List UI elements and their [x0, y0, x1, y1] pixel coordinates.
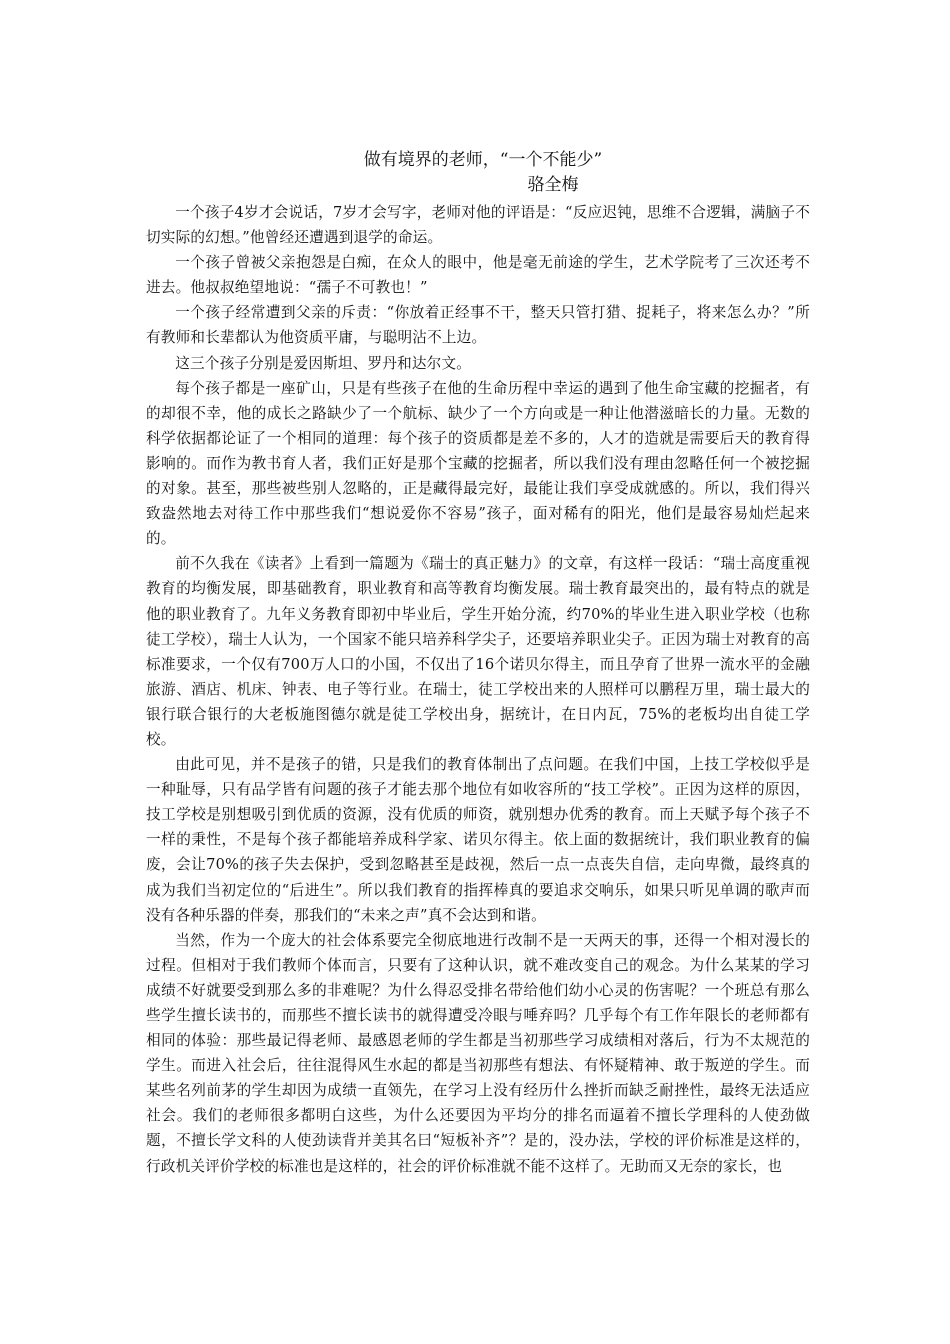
paragraph-4: 这三个孩子分别是爱因斯坦、罗丹和达尔文。: [175, 354, 472, 372]
paragraph-3: 一个孩子经常遭到父亲的斥责：“你放着正经事不干，整天只管打猎、捉耗子，将来怎么办？”所有教师和长辈都认为他资质平庸，与聪明沾不上边。: [146, 304, 810, 347]
paragraph-8: 当然，作为一个庞大的社会体系要完全彻底地进行改制不是一天两天的事，还得一个相对漫长的过程。但相对于我们教师个体而言，只要有了这种认识，就不难改变自己的观念。为什么某某的学习成绩不好就要受到那么多的非难呢？为什么得忍受排名带给他们幼小心灵的伤害呢？一个班总有那么些学生擅长读书的，而那些不擅长读书的就得遭受冷眼与唾弃吗？几乎每个有工作年限长的老师都有相同的体验：那些最记得老师、最感恩老师的学生都是当初那些学习成绩相对落后，行为不太规范的学生。而进入社会后，往往混得风生水起的都是当初那些有想法、有怀疑精神、敢于叛逆的学生。而某些名列前茅的学生却因为成绩一直领先，在学习上没有经历什么挫折而缺乏耐挫性，最终无法适应社会。我们的老师很多都明白这些，为什么还要因为平均分的排名而逼着不擅长学理科的人使劲做题，不擅长学文科的人使劲读背并美其名曰“短板补齐”？是的，没办法，学校的评价标准是这样的，行政机关评价学校的标准也是这样的，社会的评价标准就不能不这样了。无助而又无奈的家长，也: [146, 931, 810, 1175]
article-body: [146, 148, 810, 1179]
article-title: 做有境界的老师，“一个不能少”: [363, 150, 603, 170]
paragraph-5: 每个孩子都是一座矿山，只是有些孩子在他的生命历程中幸运的遇到了他生命宝藏的挖掘者，有的却很不幸，他的成长之路缺少了一个航标、缺少了一个方向或是一种让他潜滋暗长的力量。无数的科学依据都论证了一个相同的道理：每个孩子的资质都是差不多的，人才的造就是需要后天的教育得影响的。而作为教书育人者，我们正好是那个宝藏的挖掘者，所以我们没有理由忽略任何一个被挖掘的对象。甚至，那些被些别人忽略的，正是藏得最完好，最能让我们享受成就感的。所以，我们得兴致盎然地去对待工作中那些我们“想说爱你不容易”孩子，面对稀有的阳光，他们是最容易灿烂起来的。: [146, 379, 810, 548]
paragraph-6: 前不久我在《读者》上看到一篇题为《瑞士的真正魅力》的文章，有这样一段话：“瑞士高度重视教育的均衡发展，即基础教育，职业教育和高等教育均衡发展。瑞士教育最突出的，最有特点的就是他的职业教育了。九年义务教育即初中毕业后，学生开始分流，约70%的毕业生进入职业学校（也称徒工学校），瑞士人认为，一个国家不能只培养科学尖子，还要培养职业尖子。正因为瑞士对教育的高标准要求，一个仅有700万人口的小国，不仅出了16个诺贝尔得主，而且孕育了世界一流水平的金融旅游、酒店、机床、钟表、电子等行业。在瑞士，徒工学校出来的人照样可以鹏程万里，瑞士最大的银行联合银行的大老板施图德尔就是徒工学校出身，据统计，在日内瓦，75%的老板均出自徒工学校。: [146, 555, 810, 748]
paragraph-7: 由此可见，并不是孩子的错，只是我们的教育体制出了点问题。在我们中国，上技工学校似乎是一种耻辱，只有品学皆有问题的孩子才能去那个地位有如收容所的“技工学校”。正因为这样的原因，技工学校是别想吸引到优质的资源，没有优质的师资，就别想办优秀的教育。而上天赋予每个孩子不一样的秉性，不是每个孩子都能培养成科学家、诺贝尔得主。依上面的数据统计，我们职业教育的偏废，会让70%的孩子失去保护，受到忽略甚至是歧视，然后一点一点丧失自信，走向卑微，最终真的成为我们当初定位的“后进生”。所以我们教育的指挥棒真的要追求交响乐，如果只听见单调的歌声而没有各种乐器的伴奏，那我们的“未来之声”真不会达到和谐。: [146, 756, 810, 924]
paragraph-2: 一个孩子曾被父亲抱怨是白痴，在众人的眼中，他是毫无前途的学生，艺术学院考了三次还考不进去。他叔叔绝望地说：“孺子不可教也！”: [146, 254, 810, 297]
article-author: 骆全梅: [527, 175, 579, 195]
paragraph-1: 一个孩子4岁才会说话，7岁才会写字，老师对他的评语是：“反应迟钝，思维不合逻辑，满脑子不切实际的幻想。”他曾经还遭遇到退学的命运。: [146, 204, 810, 247]
